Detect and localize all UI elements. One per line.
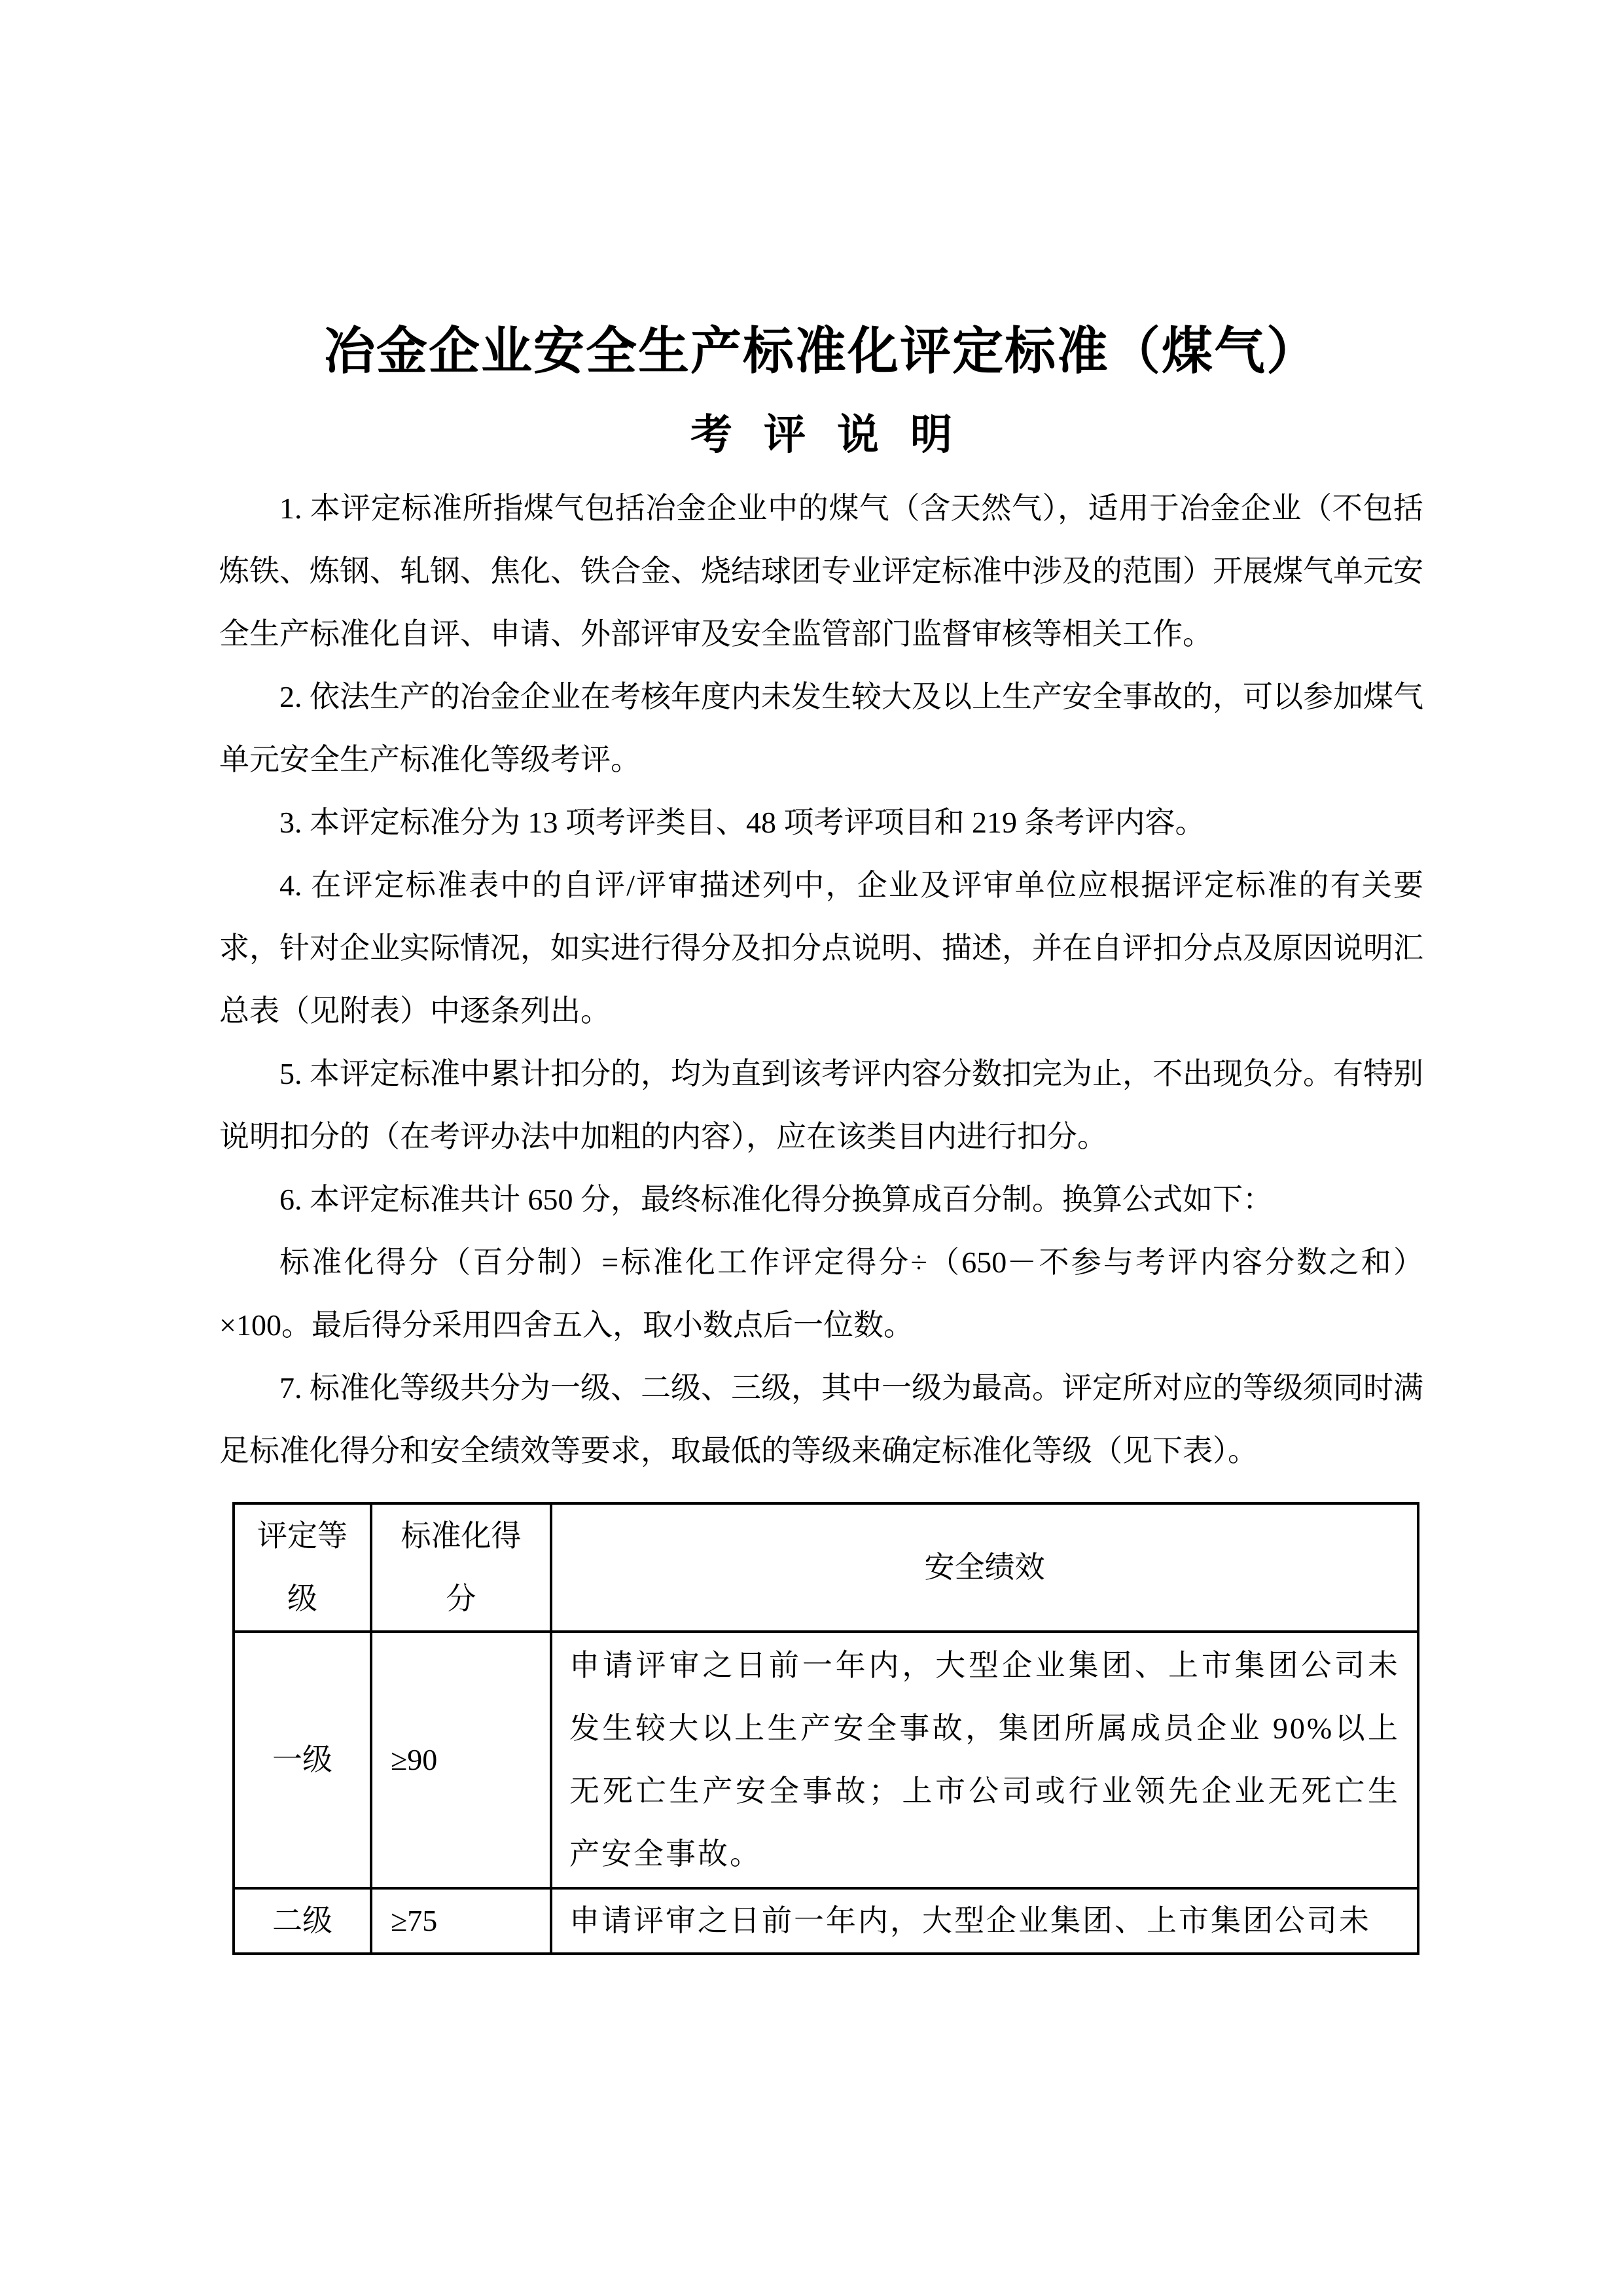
- cell-score-level-2: ≥75: [371, 1888, 551, 1954]
- cell-performance-level-2: 申请评审之日前一年内，大型企业集团、上市集团公司未: [551, 1888, 1418, 1954]
- body-paragraphs: [219, 477, 1423, 1482]
- paragraph-1: 1. 本评定标准所指煤气包括冶金企业中的煤气（含天然气），适用于冶金企业（不包括炼铁、炼钢、轧钢、焦化、铁合金、烧结球团专业评定标准中涉及的范围）开展煤气单元安全生产标准化自评、申请、外部评审及安全监管部门监督审核等相关工作。: [219, 492, 1423, 651]
- paragraph-5: 5. 本评定标准中累计扣分的，均为直到该考评内容分数扣完为止，不出现负分。有特别说明扣分的（在考评办法中加粗的内容），应在该类目内进行扣分。: [219, 1057, 1423, 1154]
- cell-performance-level-1: 申请评审之日前一年内，大型企业集团、上市集团公司未发生较大以上生产安全事故，集团所属成员企业 90%以上无死亡生产安全事故；上市公司或行业领先企业无死亡生产安全事故。: [551, 1632, 1418, 1888]
- table-row-level-2: [234, 1888, 1418, 1954]
- document-content: [219, 0, 1423, 1955]
- paragraph-7: 7. 标准化等级共分为一级、二级、三级，其中一级为最高。评定所对应的等级须同时满足标准化得分和安全绩效等要求，取最低的等级来确定标准化等级（见下表）。: [219, 1371, 1423, 1468]
- table-row-level-1: [234, 1632, 1418, 1888]
- paragraph-4: 4. 在评定标准表中的自评/评审描述列中，企业及评审单位应根据评定标准的有关要求，针对企业实际情况，如实进行得分及扣分点说明、描述，并在自评扣分点及原因说明汇总表（见附表）中逐条列出。: [219, 869, 1423, 1028]
- page-title: 冶金企业安全生产标准化评定标准（煤气）: [323, 323, 1319, 380]
- header-grade-level: 评定等级: [234, 1503, 371, 1632]
- paragraph-6: 6. 本评定标准共计 650 分，最终标准化得分换算成百分制。换算公式如下：: [279, 1183, 1273, 1217]
- cell-grade-level-1: 一级: [234, 1632, 371, 1888]
- page-subtitle: 考 评 说 明: [690, 411, 952, 458]
- grade-table: [232, 1502, 1419, 1955]
- grade-table-header-row: [234, 1503, 1418, 1632]
- header-standard-score: 标准化得分: [371, 1503, 551, 1632]
- cell-grade-level-2: 二级: [234, 1888, 371, 1954]
- paragraph-3: 3. 本评定标准分为 13 项考评类目、48 项考评项目和 219 条考评内容。: [279, 806, 1205, 840]
- cell-score-level-1: ≥90: [371, 1632, 551, 1888]
- paragraph-6-formula: 标准化得分（百分制）=标准化工作评定得分÷（650－不参与考评内容分数之和）×100。最后得分采用四舍五入，取小数点后一位数。: [219, 1246, 1423, 1342]
- header-safety-performance: 安全绩效: [551, 1503, 1418, 1632]
- paragraph-2: 2. 依法生产的冶金企业在考核年度内未发生较大及以上生产安全事故的，可以参加煤气单元安全生产标准化等级考评。: [219, 680, 1423, 777]
